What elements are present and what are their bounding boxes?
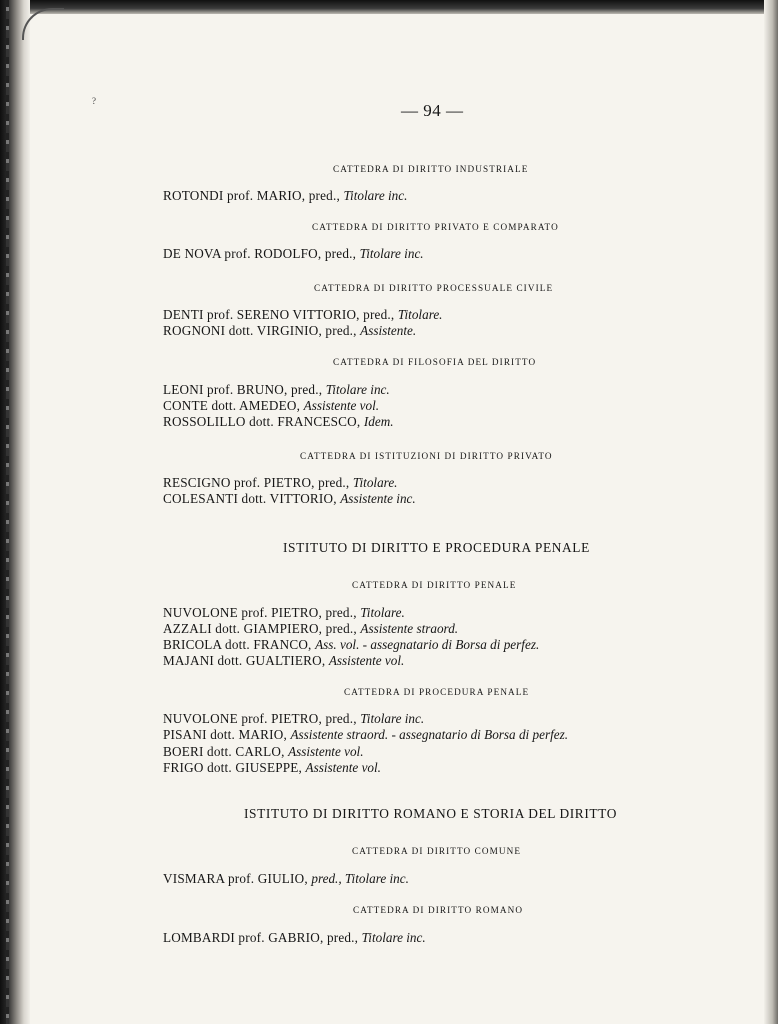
list-item xyxy=(163,381,390,398)
entry-name: VISMARA prof. GIULIO, xyxy=(163,871,312,886)
list-item xyxy=(163,636,539,653)
entry-role: Idem. xyxy=(363,414,394,429)
scan-right-edge xyxy=(764,0,778,1024)
entry-name: NUVOLONE prof. PIETRO, pred., xyxy=(163,711,361,726)
entry-role: Titolare. xyxy=(397,307,443,322)
stray-mark: ? xyxy=(92,96,96,106)
institute-heading: ISTITUTO DI DIRITTO E PROCEDURA PENALE xyxy=(283,540,590,555)
entry-name: LEONI prof. BRUNO, pred., xyxy=(163,382,326,397)
section-heading: CATTEDRA DI DIRITTO PRIVATO E COMPARATO xyxy=(312,222,559,232)
entry-role: Assistente straord. xyxy=(360,621,459,636)
scan-top-shadow xyxy=(0,0,778,14)
list-item xyxy=(163,652,404,669)
entry-role: pred., Titolare inc. xyxy=(311,871,409,886)
list-item xyxy=(163,187,407,204)
entry-name: LOMBARDI prof. GABRIO, pred., xyxy=(163,930,362,945)
entry-name: RESCIGNO prof. PIETRO, pred., xyxy=(163,475,353,490)
section-heading: CATTEDRA DI DIRITTO PROCESSUALE CIVILE xyxy=(314,283,554,293)
entry-name: MAJANI dott. GUALTIERO, xyxy=(163,653,329,668)
entry-name: CONTE dott. AMEDEO, xyxy=(163,398,304,413)
entry-role: Assistente vol. xyxy=(288,744,364,759)
entry-name: BRICOLA dott. FRANCO, xyxy=(163,637,316,652)
section-heading: CATTEDRA DI ISTITUZIONI DI DIRITTO PRIVATO xyxy=(300,451,553,461)
entry-name: DENTI prof. SERENO VITTORIO, pred., xyxy=(163,307,398,322)
entry-role: Assistente vol. xyxy=(328,653,405,668)
section-heading: CATTEDRA DI PROCEDURA PENALE xyxy=(344,687,530,697)
entry-role: Titolare. xyxy=(352,475,398,490)
institute-heading: ISTITUTO DI DIRITTO ROMANO E STORIA DEL DIRITTO xyxy=(244,806,617,821)
list-item xyxy=(163,759,381,776)
list-item xyxy=(163,245,424,262)
scan-binding-edge xyxy=(0,0,30,1024)
entry-name: ROSSOLILLO dott. FRANCESCO, xyxy=(163,414,364,429)
entry-role: Assistente inc. xyxy=(340,491,416,506)
entry-name: NUVOLONE prof. PIETRO, pred., xyxy=(163,605,361,620)
list-item xyxy=(163,397,379,414)
list-item xyxy=(163,726,568,743)
entry-name: ROTONDI prof. MARIO, pred., xyxy=(163,188,344,203)
list-item xyxy=(163,490,416,507)
list-item xyxy=(163,306,442,323)
entry-role: Titolare inc. xyxy=(325,382,390,397)
entry-name: AZZALI dott. GIAMPIERO, pred., xyxy=(163,621,361,636)
list-item xyxy=(163,620,458,637)
section-heading: CATTEDRA DI DIRITTO PENALE xyxy=(352,580,517,590)
list-item xyxy=(163,474,397,491)
entry-role: Assistente. xyxy=(360,323,417,338)
section-heading: CATTEDRA DI FILOSOFIA DEL DIRITTO xyxy=(333,357,537,367)
section-heading: CATTEDRA DI DIRITTO ROMANO xyxy=(353,905,524,915)
entry-role: Titolare inc. xyxy=(343,188,408,203)
entry-role: Assistente straord. - assegnatario di Borsa di perfez. xyxy=(290,727,569,742)
entry-name: ROGNONI dott. VIRGINIO, pred., xyxy=(163,323,361,338)
list-item xyxy=(163,322,416,339)
entry-role: Titolare. xyxy=(360,605,405,620)
list-item xyxy=(163,710,424,727)
entry-role: Assistente vol. xyxy=(305,760,381,775)
entry-role: Titolare inc. xyxy=(359,246,424,261)
list-item xyxy=(163,413,394,430)
entry-name: DE NOVA prof. RODOLFO, pred., xyxy=(163,246,360,261)
section-heading: CATTEDRA DI DIRITTO INDUSTRIALE xyxy=(333,164,529,174)
entry-name: BOERI dott. CARLO, xyxy=(163,744,289,759)
entry-name: COLESANTI dott. VITTORIO, xyxy=(163,491,341,506)
page-number: — 94 — xyxy=(401,101,464,120)
section-heading: CATTEDRA DI DIRITTO COMUNE xyxy=(352,846,522,856)
list-item xyxy=(163,604,405,621)
entry-role: Assistente vol. xyxy=(303,398,380,413)
entry-role: Ass. vol. - assegnatario di Borsa di perfez. xyxy=(315,637,540,652)
list-item xyxy=(163,743,364,760)
list-item xyxy=(163,929,426,946)
entry-name: FRIGO dott. GIUSEPPE, xyxy=(163,760,306,775)
entry-role: Titolare inc. xyxy=(361,930,426,945)
list-item xyxy=(163,870,409,887)
entry-role: Titolare inc. xyxy=(360,711,425,726)
entry-name: PISANI dott. MARIO, xyxy=(163,727,291,742)
